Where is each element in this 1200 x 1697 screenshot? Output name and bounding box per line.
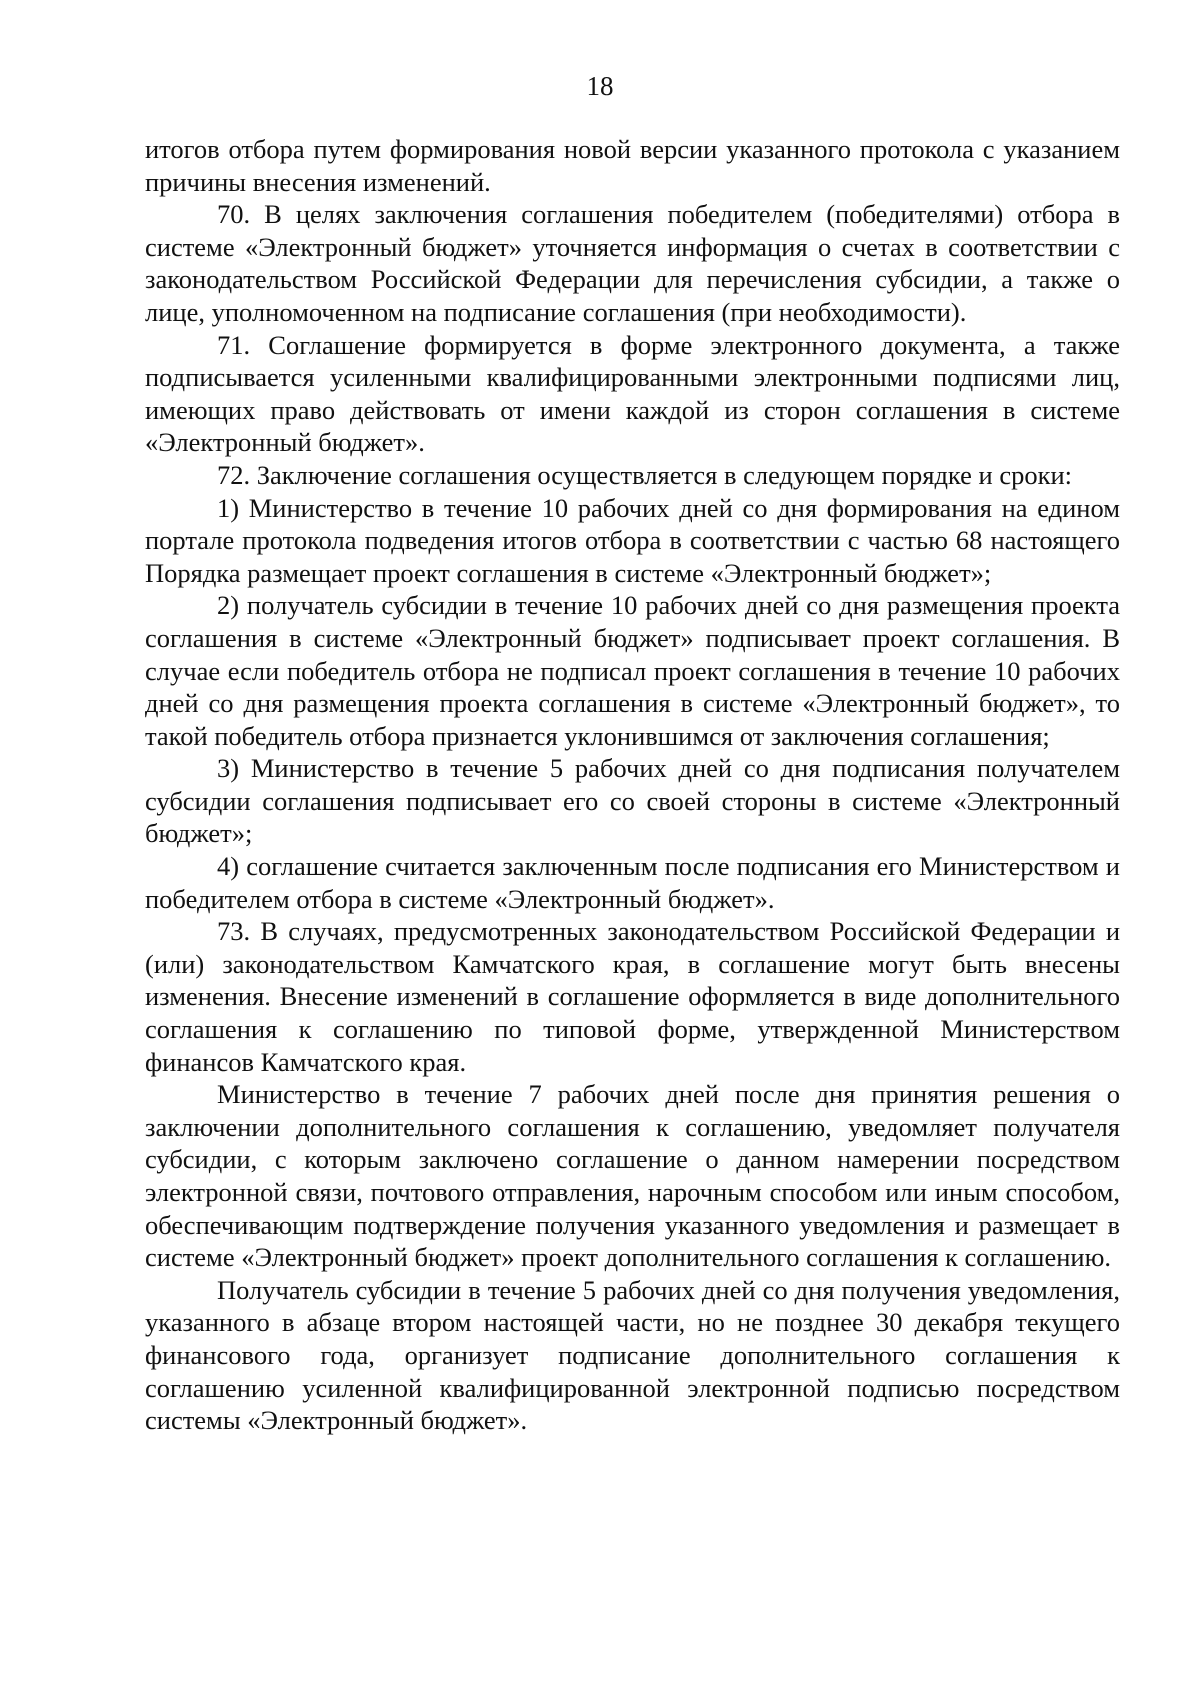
paragraph-71: 71. Соглашение формируется в форме электронного документа, а также подписывается усиленными квалифицированными электронными подписями лиц, имеющих право действовать от имени каждой из сторон соглашения в системе «Электронный бюджет». (145, 329, 1120, 458)
paragraph-72-item-2: 2) получатель субсидии в течение 10 рабочих дней со дня размещения проекта соглашения в системе «Электронный бюджет» подписывает проект соглашения. В случае если победитель отбора не подписал проект соглашения в течение 10 рабочих дней со дня размещения проекта соглашения в системе «Электронный бюджет», то такой победитель отбора признается уклонившимся от заключения соглашения; (145, 590, 1120, 751)
document-body (145, 133, 1120, 1437)
paragraph-72-item-1: 1) Министерство в течение 10 рабочих дней со дня формирования на едином портале протокола подведения итогов отбора в соответствии с частью 68 настоящего Порядка размещает проект соглашения в системе «Электронный бюджет»; (145, 492, 1120, 588)
paragraph-73-part-2: Министерство в течение 7 рабочих дней после дня принятия решения о заключении дополнительного соглашения к соглашению, уведомляет получателя субсидии, с которым заключено соглашение о данном намерении посредством электронной связи, почтового отправления, нарочным способом или иным способом, обеспечивающим подтверждение получения указанного уведомления и размещает в системе «Электронный бюджет» проект дополнительного соглашения к соглашению. (145, 1079, 1120, 1273)
paragraph-continuation: итогов отбора путем формирования новой версии указанного протокола с указанием причины внесения изменений. (145, 134, 1120, 197)
paragraph-70: 70. В целях заключения соглашения победителем (победителями) отбора в системе «Электронный бюджет» уточняется информация о счетах в соответствии с законодательством Российской Федерации для перечисления субсидии, а также о лице, уполномоченном на подписание соглашения (при необходимости). (145, 199, 1120, 327)
page-number: 18 (586, 71, 614, 101)
paragraph-72-item-4: 4) соглашение считается заключенным после подписания его Министерством и победителем отбора в системе «Электронный бюджет». (145, 851, 1120, 914)
paragraph-73-part-3: Получатель субсидии в течение 5 рабочих дней со дня получения уведомления, указанного в абзаце втором настоящей части, но не позднее 30 декабря текущего финансового года, организует подписание дополнительного соглашения к соглашению усиленной квалифицированной электронной подписью посредством системы «Электронный бюджет». (145, 1274, 1120, 1436)
paragraph-72-item-3: 3) Министерство в течение 5 рабочих дней со дня подписания получателем субсидии соглашения подписывает его со своей стороны в системе «Электронный бюджет»; (145, 753, 1120, 849)
paragraph-73: 73. В случаях, предусмотренных законодательством Российской Федерации и (или) законодательством Камчатского края, в соглашение могут быть внесены изменения. Внесение изменений в соглашение оформляется в виде дополнительного соглашения к соглашению по типовой форме, утвержденной Министерством финансов Камчатского края. (145, 916, 1120, 1077)
paragraph-72: 72. Заключение соглашения осуществляется в следующем порядке и сроки: (217, 459, 1073, 490)
